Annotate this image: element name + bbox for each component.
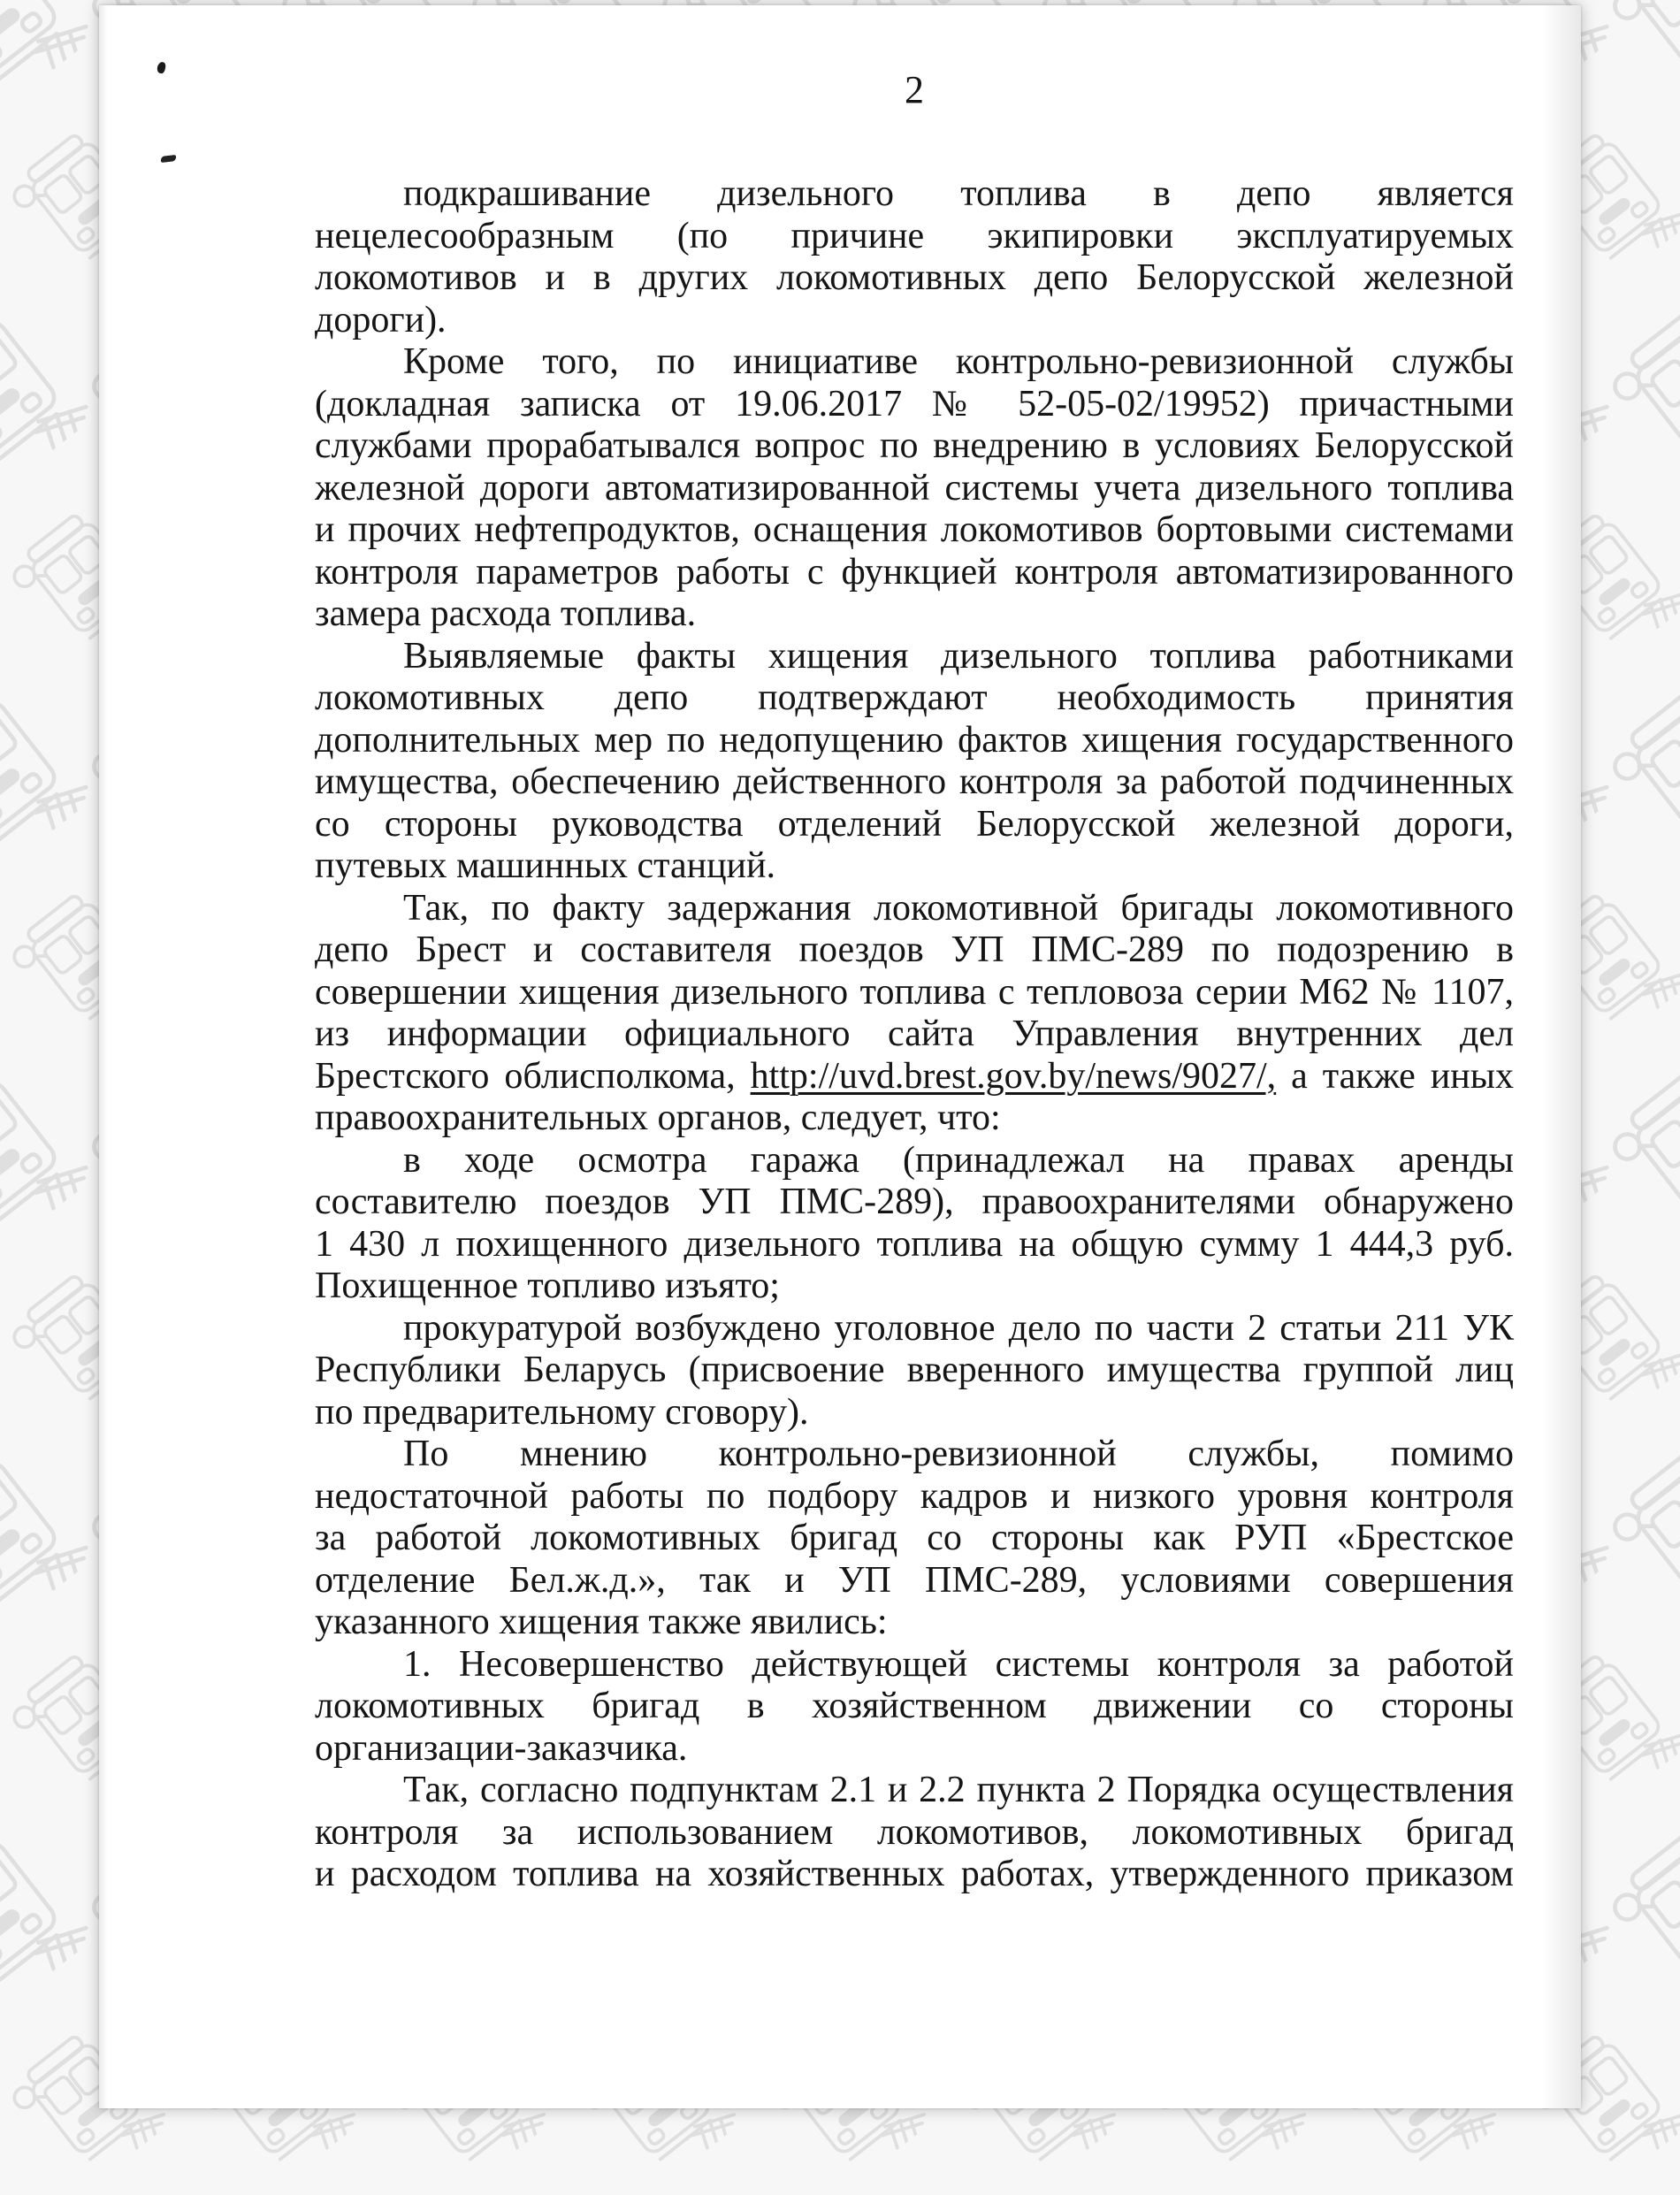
text-line: Так, согласно подпунктам 2.1 и 2.2 пункта 2 Порядка осуществления — [403, 1770, 1514, 1810]
text-line: Так, по факту задержания локомотивной бригады локомотивного — [403, 887, 1514, 929]
text-line: и расходом топлива на хозяйственных работах, утвержденного приказом — [315, 1854, 1514, 1894]
train-icon — [1586, 272, 1680, 501]
text-line: Похищенное топливо изъято; — [315, 1266, 780, 1306]
train-icon — [0, 272, 98, 501]
text-line: в ходе осмотра гаража (принадлежал на правах аренды — [403, 1139, 1514, 1181]
text-line: имущества, обеспечению действенного контроля за работой подчиненных — [315, 761, 1514, 802]
scan-artifact-dash — [160, 155, 176, 163]
text-line: совершении хищения дизельного топлива с тепловоза серии М62 № 1107, — [315, 971, 1514, 1013]
text-line: нецелесообразным (по причине экипировки эксплуатируемых — [315, 215, 1514, 256]
text-line: подкрашивание дизельного топлива в депо является — [403, 173, 1514, 214]
text-line: Республики Беларусь (присвоение вверенного имущества группой лиц — [315, 1350, 1514, 1390]
text-line: железной дороги автоматизированной системы учета дизельного топлива — [315, 467, 1514, 509]
text-line: депо Брест и составителя поездов УП ПМС-289 по подозрению в — [315, 929, 1514, 970]
train-icon — [0, 1412, 98, 1642]
train-icon — [1586, 1412, 1680, 1642]
text-line: дороги). — [315, 299, 447, 340]
url-link: http://uvd.brest.gov.by/news/9027/, — [750, 1055, 1277, 1097]
text-line: (докладная записка от 19.06.2017 № 52-05-02/19952) причастными — [315, 383, 1514, 424]
text-line: Брестского облисполкома, http://uvd.brest.gov.by/news/9027/, а также иных — [315, 1055, 1514, 1097]
text-line: локомотивных бригад в хозяйственном движении со стороны — [315, 1686, 1514, 1726]
text-line: Выявляемые факты хищения дизельного топлива работниками — [403, 635, 1514, 677]
text-line: прокуратурой возбуждено уголовное дело по части 2 статьи 211 УК — [403, 1307, 1514, 1349]
text-line: замера расхода топлива. — [315, 593, 697, 634]
train-icon — [0, 652, 98, 882]
train-icon — [0, 1793, 98, 2023]
text-line: и прочих нефтепродуктов, оснащения локомотивов бортовыми системами — [315, 509, 1514, 550]
text-line: из информации официального сайта Управления внутренних дел — [315, 1013, 1514, 1054]
text-line: правоохранительных органов, следует, что: — [315, 1098, 1001, 1138]
page-number: 2 — [905, 68, 924, 111]
scan-artifact-dot — [157, 61, 167, 74]
text-line: 1. Несовершенство действующей системы контроля за работой — [403, 1643, 1514, 1685]
train-icon — [1586, 652, 1680, 882]
text-line: по предварительному сговору). — [315, 1391, 809, 1433]
text-line: за работой локомотивных бригад со стороны как РУП «Брестское — [315, 1518, 1514, 1558]
train-icon — [0, 1032, 98, 1262]
document-page — [99, 5, 1581, 2108]
text-line: службами прорабатывался вопрос по внедрению в условиях Белорусской — [315, 425, 1514, 466]
train-icon — [1586, 1793, 1680, 2023]
text-line: 1 430 л похищенного дизельного топлива на общую сумму 1 444,3 руб. — [315, 1223, 1514, 1265]
train-icon — [1586, 1032, 1680, 1262]
text-line: локомотивных депо подтверждают необходимость принятия — [315, 677, 1514, 718]
page-right-shade — [1542, 5, 1581, 2108]
text-line: недостаточной работы по подбору кадров и низкого уровня контроля — [315, 1475, 1514, 1517]
page-left-shade — [99, 5, 108, 2108]
text-line: контроля за использованием локомотивов, локомотивных бригад — [315, 1811, 1514, 1853]
text-line: указанного хищения также явились: — [315, 1602, 888, 1642]
text-line: организации-заказчика. — [315, 1727, 688, 1769]
text-line: путевых машинных станций. — [315, 845, 776, 886]
text-line: отделение Бел.ж.д.», так и УП ПМС-289, условиями совершения — [315, 1559, 1514, 1601]
text-line: локомотивов и в других локомотивных депо Белорусской железной — [315, 257, 1514, 298]
text-line: со стороны руководства отделений Белорусской железной дороги, — [315, 803, 1514, 845]
text-line: составителю поездов УП ПМС-289), правоохранителями обнаружено — [315, 1182, 1514, 1222]
text-line: Кроме того, по инициативе контрольно-ревизионной службы — [403, 341, 1514, 382]
text-line: контроля параметров работы с функцией контроля автоматизированного — [315, 551, 1514, 593]
text-line: дополнительных мер по недопущению фактов хищения государственного — [315, 719, 1514, 761]
text-line: По мнению контрольно-ревизионной службы, помимо — [403, 1434, 1514, 1474]
document-text — [315, 173, 1514, 1896]
